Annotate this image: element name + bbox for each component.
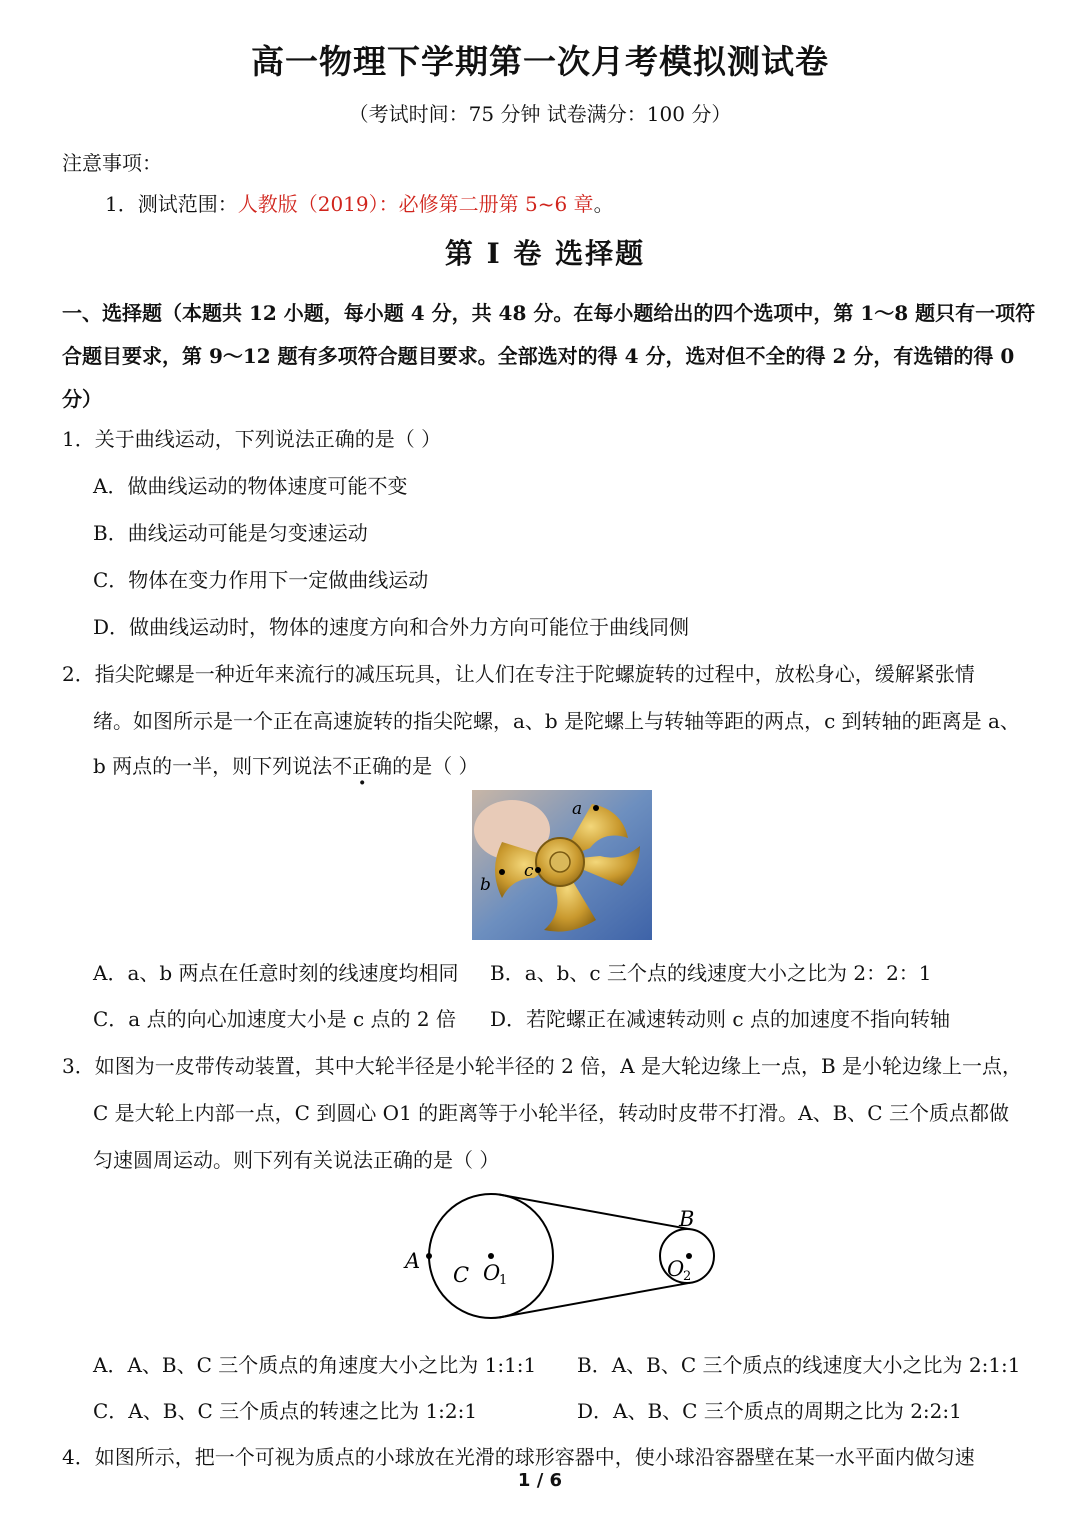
- point-a-dot: [426, 1253, 432, 1259]
- q3-line-1: 3．如图为一皮带传动装置，其中大轮半径是小轮半径的 2 倍，A 是大轮边缘上一点，B 是小轮边缘上一点，: [62, 1054, 1023, 1078]
- point-b-label: B: [679, 1207, 695, 1231]
- q1-option-c: C．物体在变力作用下一定做曲线运动: [93, 568, 429, 592]
- exam-title: 高一物理下学期第一次月考模拟测试卷: [251, 42, 829, 81]
- exam-subtitle: （考试时间：75 分钟 试卷满分：100 分）: [348, 102, 732, 126]
- belt-top: [499, 1195, 690, 1230]
- point-c-label: C: [453, 1263, 470, 1287]
- q3-option-d: D．A、B、C 三个质点的周期之比为 2:2:1: [577, 1399, 962, 1423]
- fidget-spinner-figure: [472, 790, 652, 940]
- point-a-label: A: [405, 1249, 421, 1273]
- q3-option-b: B．A、B、C 三个质点的线速度大小之比为 2:1:1: [577, 1353, 1021, 1377]
- belt-pulley-figure: [395, 1188, 725, 1328]
- page-number: 1 / 6: [517, 1470, 563, 1491]
- fidget-spinner-image: [472, 790, 652, 940]
- q2-option-a: A．a、b 两点在任意时刻的线速度均相同: [93, 961, 459, 985]
- q2-line-2: 绪。如图所示是一个正在高速旋转的指尖陀螺，a、b 是陀螺上与转轴等距的两点，c 到转轴的距离是 a、: [93, 709, 1020, 733]
- section-title: 第 I 卷 选择题: [444, 237, 646, 270]
- q2-line-1: 2．指尖陀螺是一种近年来流行的减压玩具，让人们在专注于陀螺旋转的过程中，放松身心，缓解紧张情: [62, 662, 975, 686]
- q3-option-a: A．A、B、C 三个质点的角速度大小之比为 1:1:1: [93, 1353, 537, 1377]
- q2-line-3: [93, 750, 479, 779]
- notice-item-1-prefix: 1．测试范围：: [105, 192, 238, 216]
- q1-option-a: A．做曲线运动的物体速度可能不变: [93, 474, 408, 498]
- part1-intro: 一、选择题（本题共 12 小题，每小题 4 分，共 48 分。在每小题给出的四个选项中，第 1～8 题只有一项符合题目要求，第 9～12 题有多项符合题目要求。全部选对的得 4 分，选对但不全的得 2 分，有选错的得 0 分）: [62, 301, 1036, 411]
- notice-item-1-scope: 人教版（2019）：必修第二册第 5~6 章: [237, 192, 594, 216]
- q1-option-d: D．做曲线运动时，物体的速度方向和合外力方向可能位于曲线同侧: [93, 615, 690, 639]
- q2-option-c: C．a 点的向心加速度大小是 c 点的 2 倍: [93, 1007, 456, 1031]
- point-c-label: c: [524, 861, 534, 881]
- notice-item-1-suffix: 。: [593, 192, 614, 216]
- point-a-dot: [593, 805, 599, 811]
- point-c-dot: [535, 867, 541, 873]
- center-o1-subscript: 1: [499, 1273, 508, 1288]
- q3-line-3: 匀速圆周运动。则下列有关说法正确的是（ ）: [93, 1148, 500, 1172]
- belt-bottom: [499, 1283, 690, 1318]
- q2-option-b: B．a、b、c 三个点的线速度大小之比为 2：2：1: [490, 961, 932, 985]
- q4-line-1: 4．如图所示，把一个可视为质点的小球放在光滑的球形容器中，使小球沿容器壁在某一水平面内做匀速: [62, 1445, 975, 1469]
- notice-item-1: [105, 188, 614, 217]
- point-b-label: b: [480, 875, 491, 895]
- q2-emphasis: 不正确: [332, 754, 393, 778]
- q3-line-2: C 是大轮上内部一点，C 到圆心 O1 的距离等于小轮半径，转动时皮带不打滑。A、B、C 三个质点都做: [93, 1101, 1009, 1125]
- q1-stem: 1．关于曲线运动，下列说法正确的是（ ）: [62, 427, 442, 451]
- q3-option-c: C．A、B、C 三个质点的转速之比为 1:2:1: [93, 1399, 478, 1423]
- q1-option-b: B．曲线运动可能是匀变速运动: [93, 521, 368, 545]
- center-o2-label: O: [667, 1257, 685, 1281]
- center-o2-subscript: 2: [683, 1269, 692, 1284]
- point-b-dot: [499, 869, 505, 875]
- center-o2-dot: [686, 1253, 692, 1259]
- point-a-label: a: [572, 799, 583, 819]
- spinner-bearing: [550, 852, 570, 872]
- notice-heading: 注意事项：: [62, 151, 162, 175]
- q2-line-3-pre: b 两点的一半，则下列说法: [93, 754, 333, 778]
- center-o1-label: O: [483, 1261, 501, 1285]
- center-o1-dot: [488, 1253, 494, 1259]
- q2-line-3-post: 的是（ ）: [392, 754, 479, 778]
- belt-pulley-diagram: [395, 1188, 725, 1328]
- q2-option-d: D．若陀螺正在减速转动则 c 点的加速度不指向转轴: [490, 1007, 950, 1031]
